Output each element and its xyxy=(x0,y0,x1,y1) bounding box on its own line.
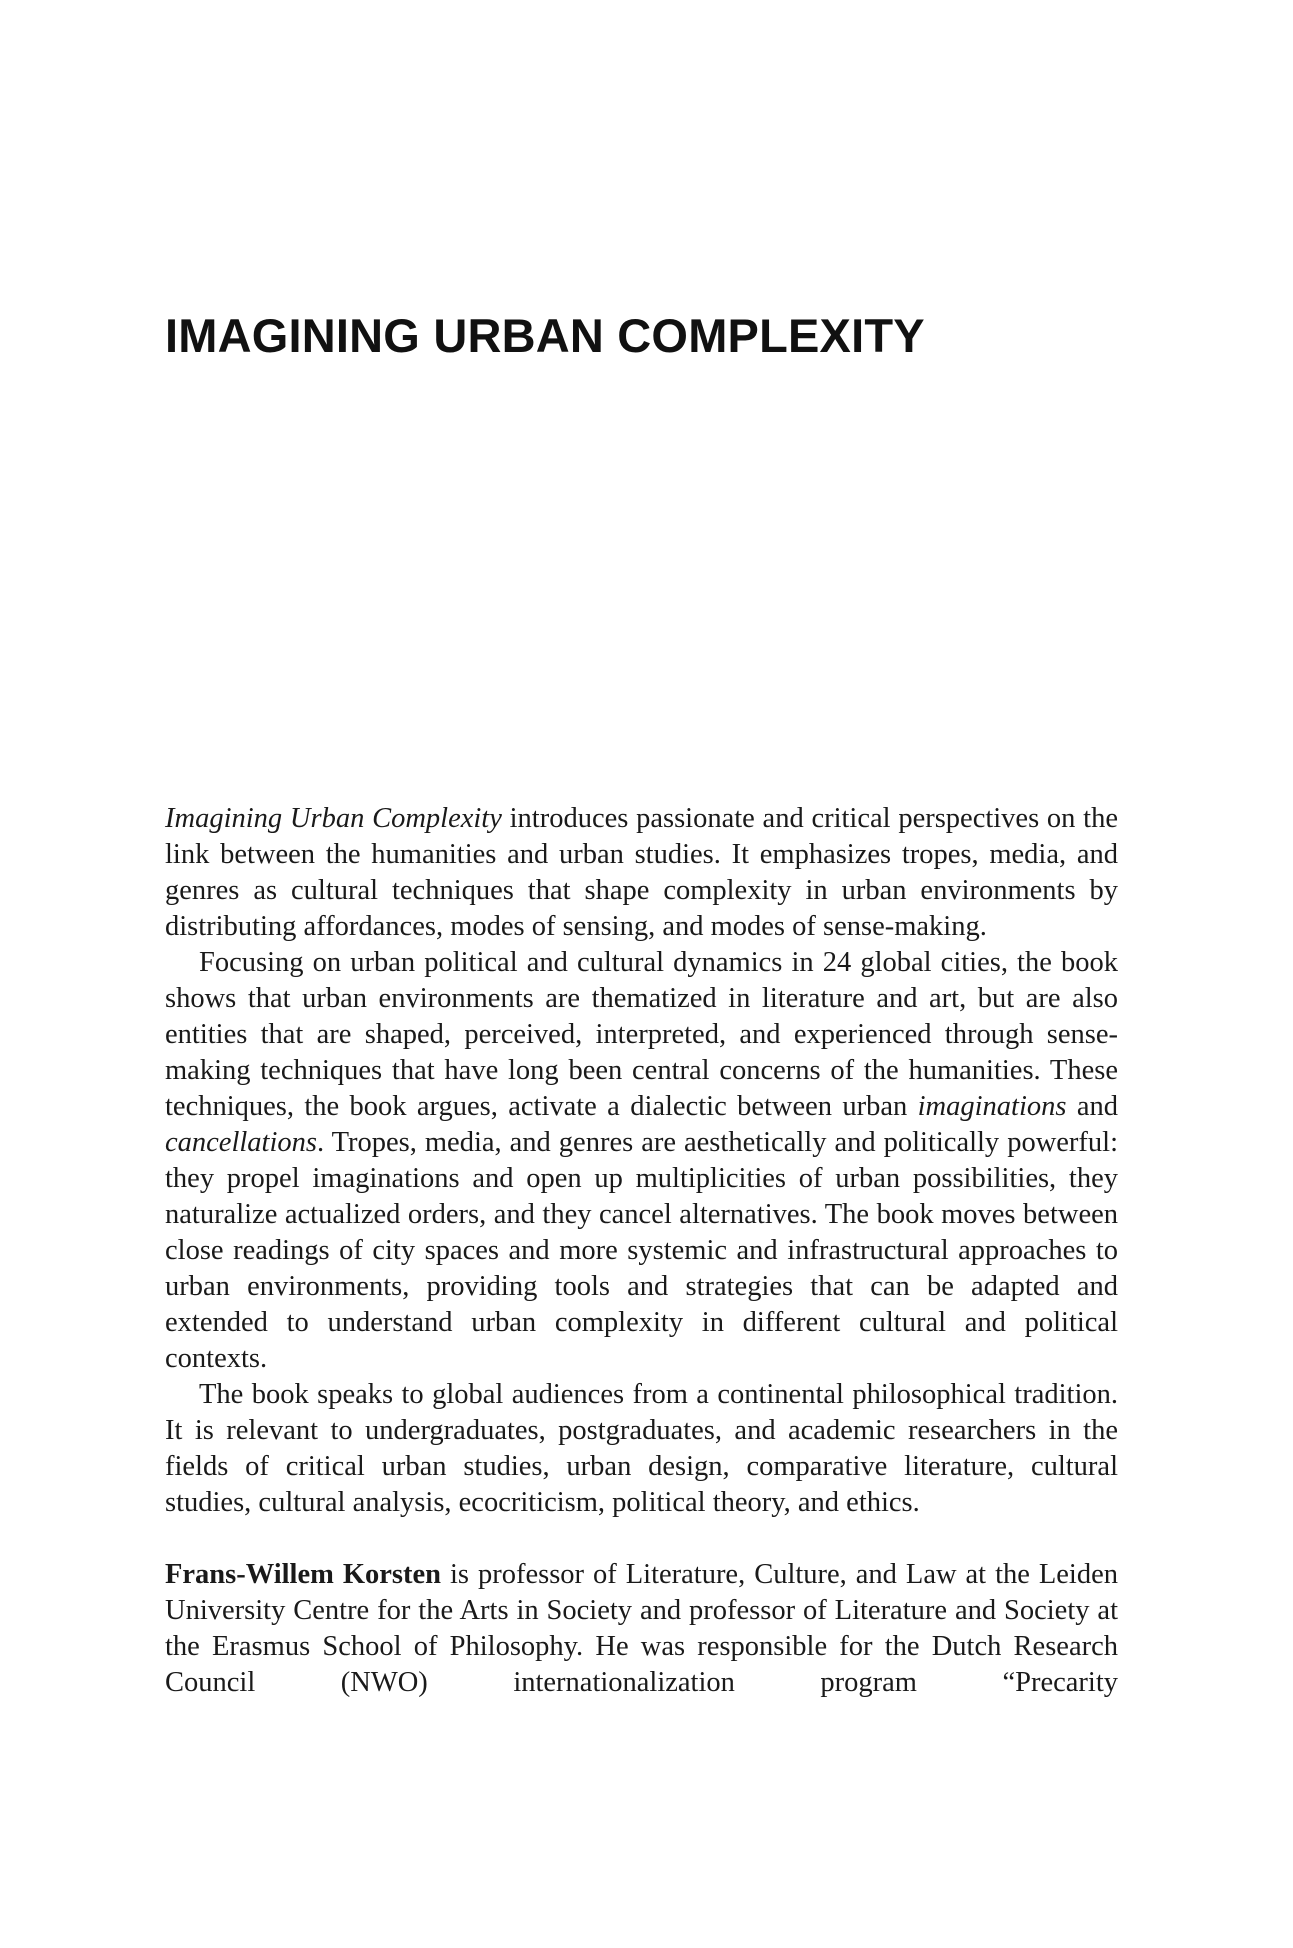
paragraph-focus-text-b: and xyxy=(1066,1091,1118,1122)
paragraph-intro xyxy=(165,801,1118,945)
author-bio-text: is professor of Literature, Culture, and Law at the Leiden University Centre for the Arts in Society and professor of Literature and Society at the Erasmus School of Philosophy. He was responsible for the Dutch Research Council (NWO) internationalization program “Precarity xyxy=(165,1559,1119,1698)
paragraph-focus-text-a: Focusing on urban political and cultural dynamics in 24 global cities, the book shows that urban environments are thematized in literature and art, but are also entities that are shaped, perceived, interpreted, and experienced through sense-making techniques that have long been central concerns of the humanities. These techniques, the book argues, activate a dialectic between urban xyxy=(165,947,1118,1122)
paragraph-intro-text: introduces passionate and critical perspectives on the link between the humanities and urban studies. It emphasizes tropes, media, and genres as cultural techniques that shape complexity in urban environments by distributing affordances, modes of sensing, and modes of sense-making. xyxy=(165,803,1118,942)
paragraph-focus-text-c: . Tropes, media, and genres are aesthetically and politically powerful: they propel imaginations and open up multiplicities of urban possibilities, they naturalize actualized orders, and they cancel alternatives. The book moves between close readings of city spaces and more systemic and infrastructural approaches to urban environments, providing tools and strategies that can be adapted and extended to understand urban complexity in different cultural and political contexts. xyxy=(165,1127,1118,1374)
book-description xyxy=(165,801,1118,1701)
paragraph-audience: The book speaks to global audiences from a continental philosophical tradition. It is relevant to undergraduates, postgraduates, and academic researchers in the fields of critical urban studies, urban design, comparative literature, cultural studies, cultural analysis, ecocriticism, political theory, and ethics. xyxy=(165,1379,1118,1518)
author-bio xyxy=(165,1557,1118,1701)
page-title: IMAGINING URBAN COMPLEXITY xyxy=(165,309,925,362)
term-imaginations: imaginations xyxy=(917,1091,1067,1122)
term-cancellations: cancellations xyxy=(165,1127,317,1158)
paragraph-focus xyxy=(165,945,1118,1377)
author-name: Frans-Willem Korsten xyxy=(165,1559,442,1590)
book-title-italic: Imagining Urban Complexity xyxy=(165,803,502,834)
